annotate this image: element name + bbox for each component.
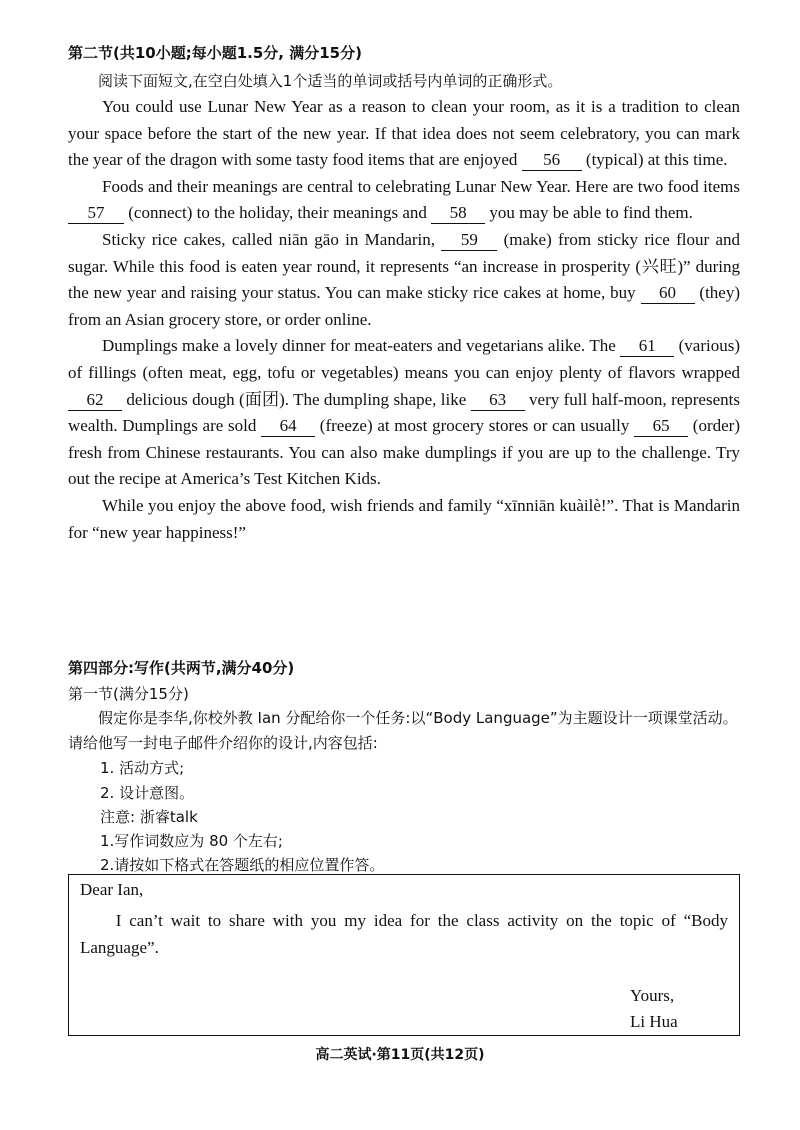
part4-heading: 第四部分:写作(共两节,满分40分) xyxy=(68,659,295,677)
blank-61[interactable]: 61 xyxy=(620,336,674,357)
blank-59[interactable]: 59 xyxy=(441,230,497,251)
task-item-1: 1. 活动方式; xyxy=(100,759,185,777)
writing-task: 假定你是李华,你校外教 Ian 分配给你一个任务:以“Body Language”为主题设计一项课堂活动。请给他写一封电子邮件介绍你的设计,内容包括: xyxy=(68,709,738,752)
part4-section1: 第一节(满分15分) xyxy=(68,685,189,703)
letter-signature: Li Hua xyxy=(630,1012,678,1031)
note-item-1: 1.写作词数应为 80 个左右; xyxy=(100,832,283,850)
blank-63[interactable]: 63 xyxy=(471,390,525,411)
letter-body: I can’t wait to share with you my idea for the class activity on the topic of “Body Language”. xyxy=(80,911,728,957)
blank-56[interactable]: 56 xyxy=(522,150,582,171)
passage xyxy=(68,94,740,546)
section-heading: 第二节(共10小题;每小题1.5分, 满分15分) xyxy=(68,44,362,62)
blank-62[interactable]: 62 xyxy=(68,390,122,411)
blank-65[interactable]: 65 xyxy=(634,416,688,437)
note-label: 注意: 浙睿talk xyxy=(100,808,198,826)
letter-greeting: Dear Ian, xyxy=(80,880,144,899)
task-item-2: 2. 设计意图。 xyxy=(100,784,195,802)
paragraph-5: While you enjoy the above food, wish friends and family “xīnniān kuàilè!”. That is Mandarin for “new year happiness!” xyxy=(68,495,740,542)
paragraph-2: Foods and their meanings are central to celebrating Lunar New Year. Here are two food items 57 (connect) to the holiday, their meanings and 58 you may be able to find them. xyxy=(68,174,740,227)
letter-closing: Yours, xyxy=(630,986,675,1005)
paragraph-1: You could use Lunar New Year as a reason to clean your room, as it is a tradition to clean your space before the start of the new year. If that idea does not seem celebratory, you can mark the year of the dragon with some tasty food items that are enjoyed 56 (typical) at this time. xyxy=(68,97,740,170)
blank-64[interactable]: 64 xyxy=(261,416,315,437)
note-item-2: 2.请按如下格式在答题纸的相应位置作答。 xyxy=(100,856,385,874)
blank-58[interactable]: 58 xyxy=(431,203,485,224)
paragraph-4: Dumplings make a lovely dinner for meat-eaters and vegetarians alike. The 61 (various) of fillings (often meat, egg, tofu or vegetables) means you can enjoy plenty of flavors wrapped 62 delicious dough (面团). The dumpling shape, like 63 very full half-moon, represents wealth. Dumplings are sold 64 (freeze) at most grocery stores or can usually 65 (order) fresh from Chinese restaurants. You can also make dumplings if you are up to the challenge. Try out the recipe at America’s Test Kitchen Kids. xyxy=(68,336,740,489)
blank-60[interactable]: 60 xyxy=(641,283,695,304)
page-footer: 高二英试·第11页(共12页) xyxy=(315,1047,485,1063)
blank-57[interactable]: 57 xyxy=(68,203,124,224)
paragraph-3: Sticky rice cakes, called niān gāo in Mandarin, 59 (make) from sticky rice flour and sugar. While this food is eaten year round, it represents “an increase in prosperity (兴旺)” during the new year and raising your status. You can make sticky rice cakes at home, buy 60 (they) from an Asian grocery store, or order online. xyxy=(68,229,740,329)
instruction-text: 阅读下面短文,在空白处填入1个适当的单词或括号内单词的正确形式。 xyxy=(98,72,563,90)
